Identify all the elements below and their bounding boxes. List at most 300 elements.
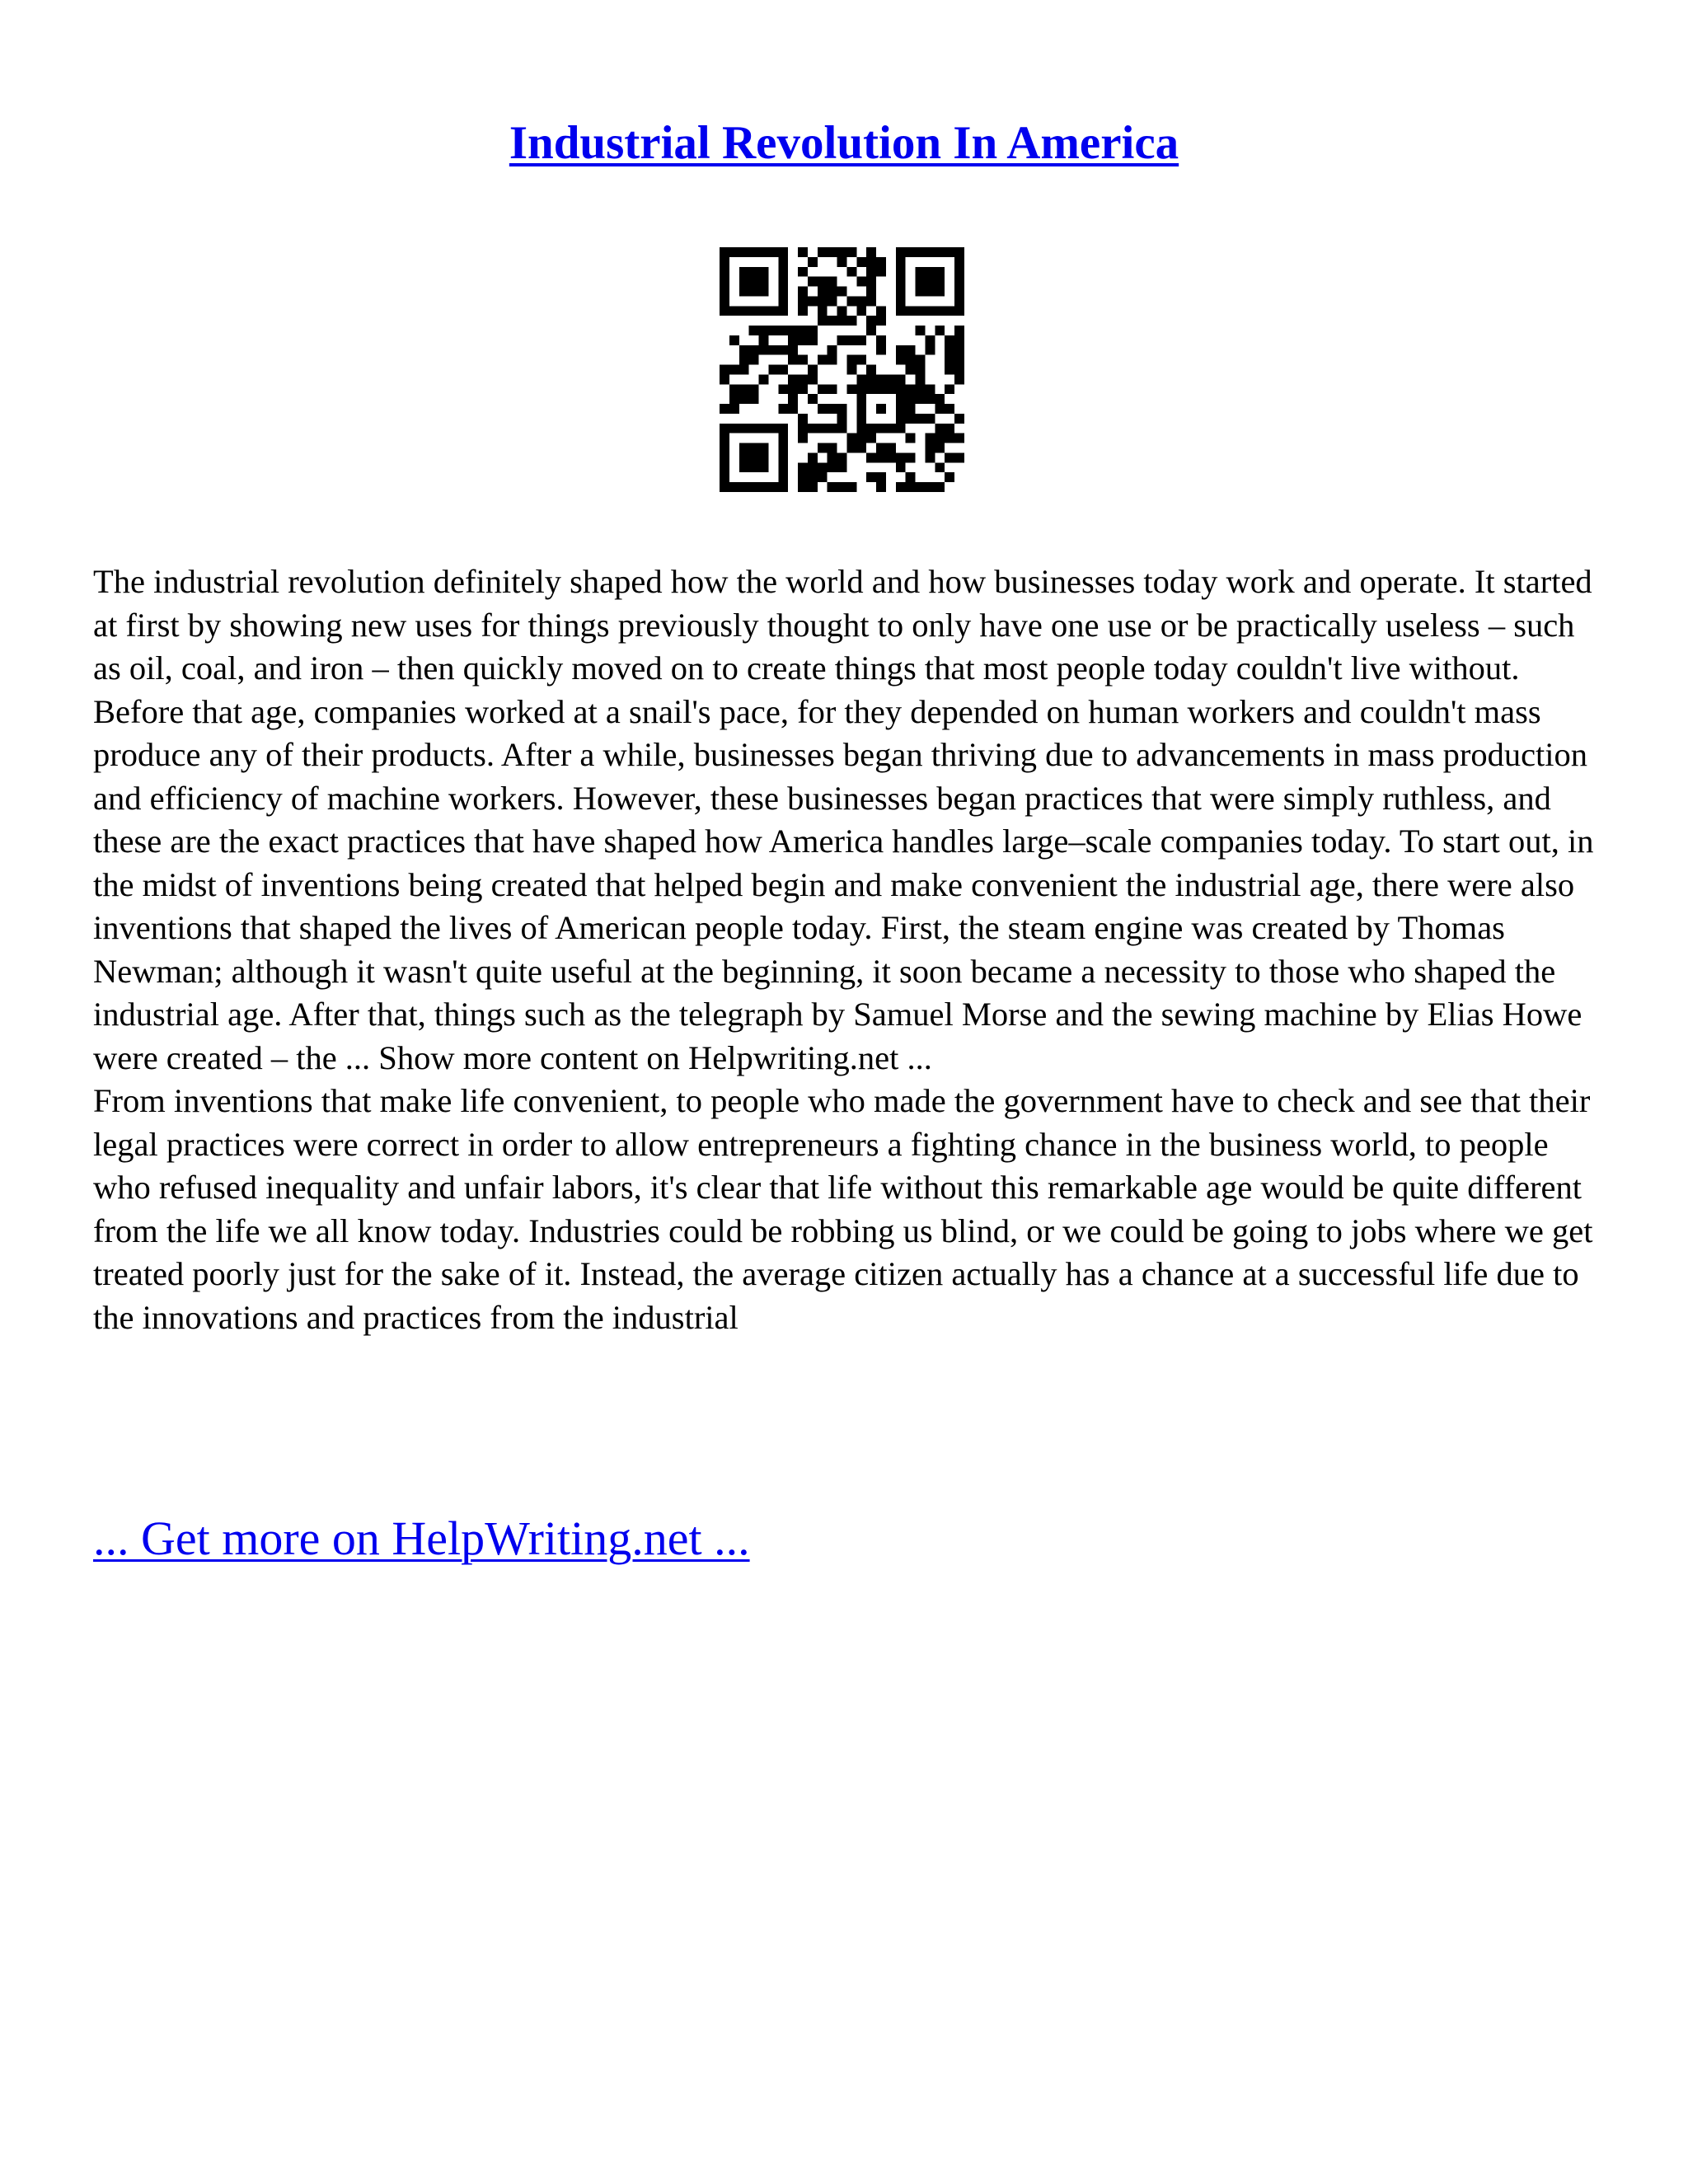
- qr-module: [798, 296, 808, 306]
- qr-module: [778, 257, 788, 267]
- qr-module: [788, 335, 798, 345]
- qr-module: [886, 374, 896, 384]
- qr-module: [876, 443, 886, 453]
- qr-module: [876, 267, 886, 277]
- qr-module: [876, 306, 886, 316]
- qr-module: [906, 384, 916, 394]
- qr-module: [778, 326, 788, 335]
- qr-module: [896, 267, 906, 277]
- qr-module: [856, 296, 866, 306]
- qr-module: [925, 482, 935, 492]
- qr-module: [837, 462, 847, 472]
- qr-module: [749, 384, 759, 394]
- qr-module: [846, 434, 856, 443]
- qr-module: [729, 384, 739, 394]
- qr-module: [778, 434, 788, 443]
- qr-module: [925, 452, 935, 462]
- qr-module: [808, 335, 818, 345]
- qr-module: [916, 326, 926, 335]
- qr-module: [896, 452, 906, 462]
- qr-module: [856, 424, 866, 434]
- qr-module: [720, 434, 729, 443]
- qr-module: [886, 384, 896, 394]
- qr-module: [896, 462, 906, 472]
- qr-module: [945, 472, 954, 482]
- qr-module: [778, 424, 788, 434]
- qr-module: [720, 443, 729, 453]
- qr-module: [749, 326, 759, 335]
- qr-module: [846, 316, 856, 326]
- qr-module: [837, 316, 847, 326]
- qr-module: [759, 335, 769, 345]
- qr-module: [876, 452, 886, 462]
- qr-module: [808, 452, 818, 462]
- qr-module: [935, 306, 945, 316]
- qr-module: [759, 374, 769, 384]
- qr-module: [866, 424, 876, 434]
- paragraph: From inventions that make life convenient, to people who made the government have to check and see that their legal practices were correct in order to allow entrepreneurs a fighting chance in the business world, to people who refused inequality and unfair labors, it's clear that life without this remarkable age would be quite different from the life we all know today. Industries could be robbing us blind, or we could be going to jobs where we get treated poorly just for the sake of it. Instead, the average citizen actually has a chance at a successful life due to the innovations and practices from the industrial: [93, 1082, 1593, 1336]
- qr-module: [945, 434, 954, 443]
- qr-module: [896, 247, 906, 257]
- qr-module: [759, 345, 769, 355]
- qr-module: [916, 414, 926, 424]
- qr-module: [876, 316, 886, 326]
- qr-module: [896, 424, 906, 434]
- qr-module: [720, 306, 729, 316]
- qr-module: [916, 394, 926, 404]
- qr-module: [866, 326, 876, 335]
- qr-module: [896, 306, 906, 316]
- qr-module: [837, 452, 847, 462]
- qr-module: [866, 472, 876, 482]
- qr-module: [876, 374, 886, 384]
- qr-module: [856, 355, 866, 365]
- qr-module: [749, 345, 759, 355]
- qr-module: [945, 335, 954, 345]
- qr-module: [876, 424, 886, 434]
- qr-module: [759, 482, 769, 492]
- qr-module: [837, 287, 847, 297]
- qr-module: [778, 287, 788, 297]
- qr-module: [916, 365, 926, 375]
- qr-module: [945, 384, 954, 394]
- qr-module: [818, 443, 828, 453]
- qr-module: [916, 306, 926, 316]
- qr-module: [749, 462, 759, 472]
- qr-module: [739, 424, 749, 434]
- qr-module: [749, 452, 759, 462]
- qr-module: [808, 394, 818, 404]
- qr-module: [896, 257, 906, 267]
- qr-module: [749, 355, 759, 365]
- qr-module: [818, 424, 828, 434]
- qr-module: [768, 345, 778, 355]
- qr-module: [916, 355, 926, 365]
- qr-module: [837, 482, 847, 492]
- qr-module: [935, 287, 945, 297]
- qr-module: [798, 472, 808, 482]
- qr-module: [954, 414, 964, 424]
- qr-module: [778, 452, 788, 462]
- qr-module: [856, 374, 866, 384]
- qr-module: [778, 365, 788, 375]
- qr-module: [788, 404, 798, 414]
- qr-code-graphic: [720, 247, 964, 492]
- qr-module: [846, 365, 856, 375]
- qr-module: [739, 355, 749, 365]
- qr-module: [954, 326, 964, 335]
- qr-module: [866, 267, 876, 277]
- qr-module: [798, 374, 808, 384]
- qr-module: [954, 345, 964, 355]
- qr-module: [729, 306, 739, 316]
- qr-module: [906, 365, 916, 375]
- qr-module: [739, 394, 749, 404]
- qr-module: [759, 277, 769, 287]
- qr-module: [935, 326, 945, 335]
- qr-module: [808, 296, 818, 306]
- qr-module: [808, 365, 818, 375]
- qr-module: [896, 384, 906, 394]
- qr-module: [828, 443, 837, 453]
- qr-module: [945, 424, 954, 434]
- qr-module: [720, 424, 729, 434]
- qr-module: [818, 472, 828, 482]
- qr-module: [759, 326, 769, 335]
- qr-module: [759, 462, 769, 472]
- qr-module: [729, 335, 739, 345]
- qr-module: [788, 326, 798, 335]
- qr-module: [945, 452, 954, 462]
- qr-module: [778, 482, 788, 492]
- qr-module: [925, 247, 935, 257]
- qr-module: [798, 414, 808, 424]
- qr-module: [886, 424, 896, 434]
- qr-module: [876, 384, 886, 394]
- qr-module: [828, 316, 837, 326]
- qr-module: [818, 404, 828, 414]
- qr-module: [720, 365, 729, 375]
- qr-module: [768, 247, 778, 257]
- qr-module: [954, 365, 964, 375]
- qr-module: [808, 277, 818, 287]
- qr-module: [886, 452, 896, 462]
- qr-module: [729, 247, 739, 257]
- qr-module: [768, 365, 778, 375]
- qr-module: [798, 384, 808, 394]
- qr-module: [729, 365, 739, 375]
- qr-module: [808, 374, 818, 384]
- qr-module: [906, 345, 916, 355]
- qr-module: [749, 482, 759, 492]
- qr-module: [739, 482, 749, 492]
- qr-module: [720, 247, 729, 257]
- qr-module: [778, 384, 788, 394]
- get-more-link-container: [93, 1510, 750, 1568]
- qr-module: [837, 257, 847, 267]
- qr-module: [856, 434, 866, 443]
- qr-module: [916, 287, 926, 297]
- qr-module: [739, 452, 749, 462]
- qr-module: [925, 277, 935, 287]
- qr-module: [866, 384, 876, 394]
- qr-module: [759, 424, 769, 434]
- qr-module: [846, 384, 856, 394]
- qr-module: [925, 434, 935, 443]
- qr-module: [788, 374, 798, 384]
- qr-module: [818, 277, 828, 287]
- qr-module: [749, 394, 759, 404]
- qr-module: [954, 267, 964, 277]
- qr-module: [916, 482, 926, 492]
- qr-module: [798, 306, 808, 316]
- qr-module: [906, 306, 916, 316]
- qr-module: [759, 452, 769, 462]
- qr-module: [808, 424, 818, 434]
- qr-module: [906, 472, 916, 482]
- qr-module: [906, 434, 916, 443]
- qr-module: [954, 287, 964, 297]
- qr-module: [778, 443, 788, 453]
- qr-module: [759, 267, 769, 277]
- qr-module: [818, 384, 828, 394]
- qr-module: [925, 306, 935, 316]
- qr-module: [856, 335, 866, 345]
- qr-module: [739, 306, 749, 316]
- qr-module: [749, 277, 759, 287]
- qr-module: [828, 404, 837, 414]
- qr-module: [866, 257, 876, 267]
- qr-module: [828, 384, 837, 394]
- qr-module: [729, 424, 739, 434]
- qr-module: [798, 424, 808, 434]
- qr-module: [935, 404, 945, 414]
- qr-module: [906, 414, 916, 424]
- qr-module: [866, 247, 876, 257]
- qr-module: [906, 355, 916, 365]
- qr-module: [925, 394, 935, 404]
- qr-module: [954, 452, 964, 462]
- qr-module: [846, 443, 856, 453]
- qr-module: [935, 462, 945, 472]
- qr-code-icon: [720, 247, 964, 492]
- qr-module: [828, 287, 837, 297]
- qr-module: [876, 482, 886, 492]
- qr-module: [906, 452, 916, 462]
- qr-module: [846, 355, 856, 365]
- qr-module: [720, 287, 729, 297]
- qr-module: [866, 434, 876, 443]
- qr-module: [896, 296, 906, 306]
- qr-module: [778, 404, 788, 414]
- qr-module: [778, 296, 788, 306]
- qr-module: [935, 443, 945, 453]
- qr-module: [954, 355, 964, 365]
- qr-module: [818, 462, 828, 472]
- qr-module: [768, 424, 778, 434]
- qr-module: [916, 384, 926, 394]
- qr-module: [798, 482, 808, 492]
- qr-module: [749, 247, 759, 257]
- qr-module: [828, 482, 837, 492]
- qr-module: [808, 462, 818, 472]
- qr-module: [916, 277, 926, 287]
- qr-module: [866, 277, 876, 287]
- qr-module: [828, 247, 837, 257]
- qr-module: [846, 482, 856, 492]
- qr-module: [876, 257, 886, 267]
- qr-module: [896, 404, 906, 414]
- qr-module: [768, 306, 778, 316]
- qr-module: [818, 306, 828, 316]
- qr-module: [856, 443, 866, 453]
- qr-module: [954, 374, 964, 384]
- qr-module: [954, 335, 964, 345]
- qr-module: [896, 482, 906, 492]
- qr-module: [896, 345, 906, 355]
- qr-module: [856, 414, 866, 424]
- qr-module: [720, 462, 729, 472]
- qr-module: [945, 404, 954, 414]
- qr-module: [729, 404, 739, 414]
- qr-module: [739, 267, 749, 277]
- qr-module: [729, 482, 739, 492]
- qr-module: [916, 247, 926, 257]
- article-body: [93, 560, 1601, 1339]
- qr-module: [954, 306, 964, 316]
- qr-module: [798, 434, 808, 443]
- qr-module: [896, 394, 906, 404]
- qr-module: [935, 482, 945, 492]
- qr-module: [856, 277, 866, 287]
- qr-module: [729, 394, 739, 404]
- qr-module: [768, 482, 778, 492]
- qr-module: [906, 404, 916, 414]
- qr-module: [828, 355, 837, 365]
- qr-module: [778, 472, 788, 482]
- qr-module: [720, 296, 729, 306]
- qr-module: [896, 355, 906, 365]
- qr-module: [896, 374, 906, 384]
- qr-module: [906, 247, 916, 257]
- qr-module: [808, 326, 818, 335]
- qr-module: [720, 404, 729, 414]
- qr-module: [768, 326, 778, 335]
- qr-module: [749, 306, 759, 316]
- page-title: [0, 114, 1688, 173]
- qr-module: [759, 287, 769, 297]
- qr-module: [798, 326, 808, 335]
- qr-module: [856, 384, 866, 394]
- qr-module: [846, 267, 856, 277]
- qr-module: [935, 424, 945, 434]
- qr-module: [798, 247, 808, 257]
- qr-module: [846, 296, 856, 306]
- qr-module: [906, 482, 916, 492]
- qr-module: [778, 306, 788, 316]
- qr-module: [828, 345, 837, 355]
- qr-module: [837, 335, 847, 345]
- qr-module: [945, 365, 954, 375]
- qr-module: [828, 452, 837, 462]
- qr-module: [739, 384, 749, 394]
- qr-module: [788, 394, 798, 404]
- qr-module: [828, 424, 837, 434]
- qr-module: [954, 434, 964, 443]
- qr-module: [818, 316, 828, 326]
- qr-module: [846, 335, 856, 345]
- qr-module: [954, 257, 964, 267]
- qr-module: [778, 247, 788, 257]
- qr-module: [876, 335, 886, 345]
- qr-module: [916, 374, 926, 384]
- qr-module: [837, 247, 847, 257]
- get-more-link[interactable]: ... Get more on HelpWriting.net ...: [93, 1511, 750, 1565]
- qr-module: [778, 462, 788, 472]
- qr-module: [925, 414, 935, 424]
- qr-module: [837, 404, 847, 414]
- qr-module: [808, 482, 818, 492]
- paragraph: The industrial revolution definitely shaped how the world and how businesses today work and operate. It started at first by showing new uses for things previously thought to only have one use or be practically useless – such as oil, coal, and iron – then quickly moved on to create things that most people today couldn't live without. Before that age, companies worked at a snail's pace, for they depended on human workers and couldn't mass produce any of their products. After a while, businesses began thriving due to advancements in mass production and efficiency of machine workers. However, these businesses began practices that were simply ruthless, and these are the exact practices that have shaped how America handles large–scale companies today. To start out, in the midst of inventions being created that helped begin and make convenient the industrial age, there were also inventions that shaped the lives of American people today. First, the steam engine was created by Thomas Newman; although it wasn't quite useful at the beginning, it soon became a necessity to those who shaped the industrial age. After that, things such as the telegraph by Samuel Morse and the sewing machine by Elias Howe were created – the ... Show more content on Helpwriting.net ...: [93, 563, 1594, 1076]
- qr-module: [828, 277, 837, 287]
- qr-module: [798, 462, 808, 472]
- qr-module: [896, 414, 906, 424]
- qr-module: [945, 247, 954, 257]
- qr-module: [720, 374, 729, 384]
- qr-module: [759, 306, 769, 316]
- qr-module: [856, 257, 866, 267]
- qr-module: [906, 394, 916, 404]
- qr-module: [818, 296, 828, 306]
- qr-module: [945, 355, 954, 365]
- qr-module: [788, 384, 798, 394]
- qr-module: [739, 287, 749, 297]
- qr-module: [808, 472, 818, 482]
- qr-module: [945, 306, 954, 316]
- qr-module: [788, 355, 798, 365]
- qr-module: [866, 296, 876, 306]
- qr-module: [866, 374, 876, 384]
- qr-module: [739, 247, 749, 257]
- qr-module: [866, 316, 876, 326]
- qr-module: [720, 277, 729, 287]
- title-link[interactable]: Industrial Revolution In America: [509, 117, 1179, 169]
- qr-module: [749, 287, 759, 297]
- qr-module: [739, 365, 749, 375]
- qr-module: [925, 267, 935, 277]
- qr-module: [935, 247, 945, 257]
- qr-module: [808, 257, 818, 267]
- qr-module: [925, 443, 935, 453]
- qr-module: [828, 296, 837, 306]
- qr-module: [759, 247, 769, 257]
- qr-module: [798, 287, 808, 297]
- qr-module: [916, 267, 926, 277]
- qr-module: [720, 482, 729, 492]
- qr-module: [935, 434, 945, 443]
- qr-module: [856, 394, 866, 404]
- qr-module: [856, 404, 866, 414]
- qr-module: [798, 335, 808, 345]
- qr-module: [828, 462, 837, 472]
- qr-module: [856, 306, 866, 316]
- qr-module: [954, 296, 964, 306]
- qr-module: [935, 267, 945, 277]
- qr-module: [798, 267, 808, 277]
- qr-module: [798, 355, 808, 365]
- qr-module: [818, 287, 828, 297]
- qr-module: [925, 335, 935, 345]
